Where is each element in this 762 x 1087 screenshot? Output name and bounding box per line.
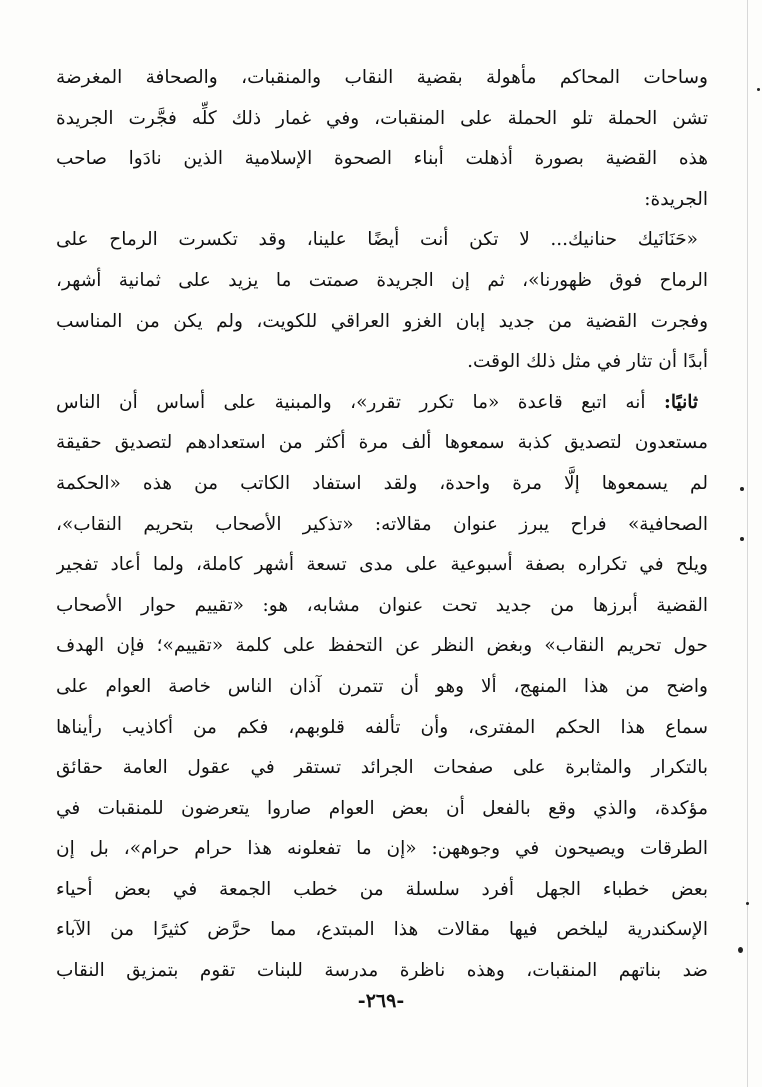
text-line: الصحافية» فراح يبرز عنوان مقالاته: «تذكير الأصحاب بتحريم النقاب»،	[56, 513, 708, 535]
scan-speck	[740, 487, 744, 491]
text-line: سماع هذا الحكم المفترى، وأن تألفه قلوبهم، فكم من أكاذيب رأيناها	[56, 716, 708, 738]
scan-speck	[757, 88, 760, 91]
body-text	[56, 58, 708, 992]
text-line: الرماح فوق ظهورنا»، ثم إن الجريدة صمتت ما يزيد على ثمانية أشهر،	[56, 269, 708, 291]
text-line: بالتكرار والمثابرة على صفحات الجرائد تستقر في عقول العامة حقائق	[56, 757, 708, 779]
paragraph-3	[56, 383, 708, 992]
text-line: هذه القضية بصورة أذهلت أبناء الصحوة الإسلامية الذين نادَوا صاحب	[56, 148, 708, 170]
text-line: واضح من هذا المنهج، ألا وهو أن تتمرن آذان الناس خاصة العوام على	[56, 675, 708, 697]
page-edge-divider	[747, 0, 748, 1087]
page-number: -٢٦٩-	[357, 990, 405, 1012]
paragraph-1	[56, 58, 708, 220]
paragraph-lead: ثانيًا:	[664, 391, 698, 413]
text-line: الجريدة:	[644, 188, 708, 210]
scan-speck	[738, 947, 743, 953]
text-line: مؤكدة، والذي وقع بالفعل أن بعض العوام صاروا يتعرضون للمنقبات في	[56, 797, 708, 819]
text-line: أنه اتبع قاعدة «ما تكرر تقرر»، والمبنية على أساس أن الناس	[56, 391, 665, 413]
text-line: القضية أبرزها من جديد تحت عنوان مشابه، هو: «تقييم حوار الأصحاب	[56, 594, 708, 616]
text-line: مستعدون لتصديق كذبة سمعوها ألف مرة أكثر من استعدادهم لتصديق حقيقة	[56, 432, 708, 454]
text-line: الإسكندرية ليلخص فيها مقالات هذا المبتدع، مما حرَّض كثيرًا من الآباء	[56, 919, 708, 941]
text-line: وفجرت القضية من جديد إبان الغزو العراقي للكويت، ولم يكن من المناسب	[56, 310, 708, 332]
text-line: «حَنَانَيك حنانيك... لا تكن أنت أيضًا علينا، وقد تكسرت الرماح على	[56, 229, 698, 251]
text-line: لم يسمعوها إلَّا مرة واحدة، ولقد استفاد الكاتب من هذه «الحكمة	[56, 472, 708, 494]
scan-speck	[740, 537, 744, 541]
text-line-with-lead	[56, 383, 708, 424]
paragraph-2	[56, 220, 708, 382]
text-line: حول تحريم النقاب» وبغض النظر عن التحفظ على كلمة «تقييم»؛ فإن الهدف	[56, 635, 708, 657]
text-line: بعض خطباء الجهل أفرد سلسلة من خطب الجمعة في بعض أحياء	[56, 878, 708, 900]
text-line: أبدًا أن تثار في مثل ذلك الوقت.	[467, 351, 708, 373]
text-line: تشن الحملة تلو الحملة على المنقبات، وفي غمار ذلك كلِّه فجَّرت الجريدة	[56, 107, 708, 129]
text-line: الطرقات ويصيحون في وجوههن: «إن ما تفعلونه هذا حرام حرام»، بل إن	[56, 838, 708, 860]
text-line: ويلح في تكراره بصفة أسبوعية على مدى تسعة أشهر كاملة، ولما أعاد تفجير	[56, 554, 708, 576]
text-line: ضد بناتهم المنقبات، وهذه ناظرة مدرسة للبنات تقوم بتمزيق النقاب	[56, 960, 708, 982]
scan-speck	[746, 902, 749, 905]
text-line: وساحات المحاكم مأهولة بقضية النقاب والمنقبات، والصحافة المغرضة	[56, 67, 708, 88]
